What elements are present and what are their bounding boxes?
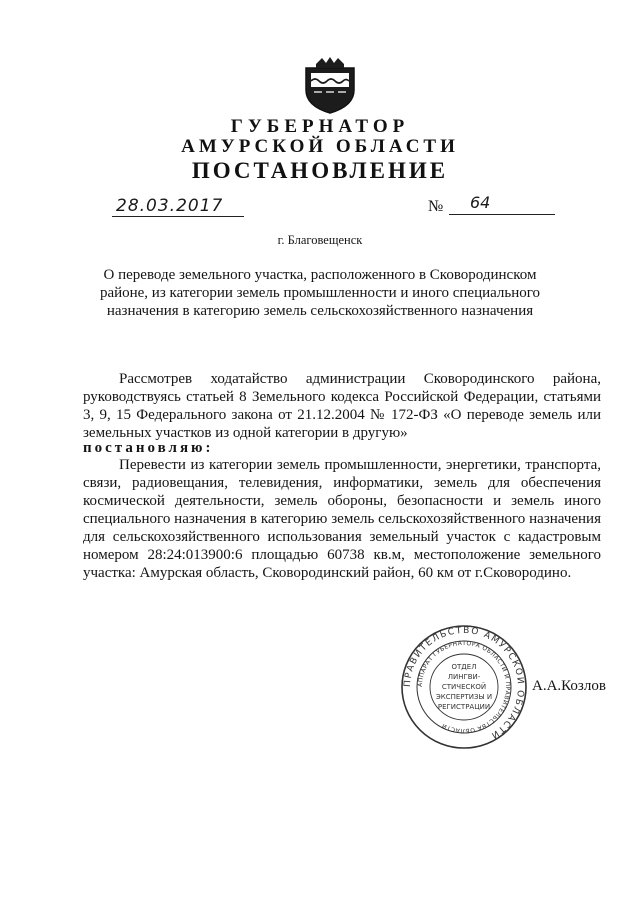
issue-city: г. Благовещенск <box>277 233 363 247</box>
stamp-center-line: ОТДЕЛ <box>451 663 477 671</box>
handwritten-date: 28.03.2017 <box>116 196 224 216</box>
document-subject: О переводе земельного участка, расположенного в Сковородинском районе, из категории земель промышленности и иного специального назначения в категорию земель сельскохозяйственного назначения <box>99 267 541 319</box>
preamble-paragraph: Рассмотрев ходатайство администрации Сковородинского района, руководствуясь статьей 8 Земельного кодекса Российской Федерации, статьями 3, 9, 15 Федерального закона от 21.12.2004 № 172-ФЗ «О переводе земель или земельных участков из одной категории в другую» <box>83 371 601 441</box>
number-label: № <box>428 198 444 215</box>
stamp-center-line: ЛИНГВИ- <box>447 673 481 681</box>
stamp-center-line: ЭКСПЕРТИЗЫ И <box>435 693 493 701</box>
number-underline <box>449 214 555 215</box>
document-type: ПОСТАНОВЛЕНИЕ <box>191 158 449 183</box>
operative-paragraph: Перевести из категории земель промышленности, энергетики, транспорта, связи, радиовещания, телевидения, информатики, земель для обеспечения космической деятельности, земель обороны, безопасности и земель иного специального назначения в категорию земель сельскохозяйственного назначения для сельскохозяйственного использования земельный участок с кадастровым номером 28:24:013900:6 площадью 60738 кв.м, местоположение земельного участка: Амурская область, Сковородинский район, 60 км от г.Сковородино. <box>83 457 601 581</box>
signatory-name: А.А.Козлов <box>532 678 606 694</box>
issuer-region: АМУРСКОЙ ОБЛАСТИ <box>181 136 459 157</box>
stamp-outer-text: ПРАВИТЕЛЬСТВО АМУРСКОЙ ОБЛАСТИ <box>402 625 526 741</box>
stamp-center-line: РЕГИСТРАЦИИ <box>437 703 491 711</box>
date-field <box>112 196 244 222</box>
amur-region-coat-of-arms-icon <box>300 56 360 116</box>
handwritten-number: 64 <box>470 193 491 212</box>
issuer-title: ГУБЕРНАТОР <box>230 116 410 137</box>
official-stamp-icon <box>400 624 528 750</box>
stamp-center-line: СТИЧЕСКОЙ <box>441 683 487 691</box>
decree-word: постановляю: <box>83 440 214 456</box>
date-underline <box>112 216 244 217</box>
stamp-inner-text: АППАРАТ ГУБЕРНАТОРА ОБЛАСТИ И ПРАВИТЕЛЬСТВА ОБЛАСТИ <box>416 639 512 735</box>
